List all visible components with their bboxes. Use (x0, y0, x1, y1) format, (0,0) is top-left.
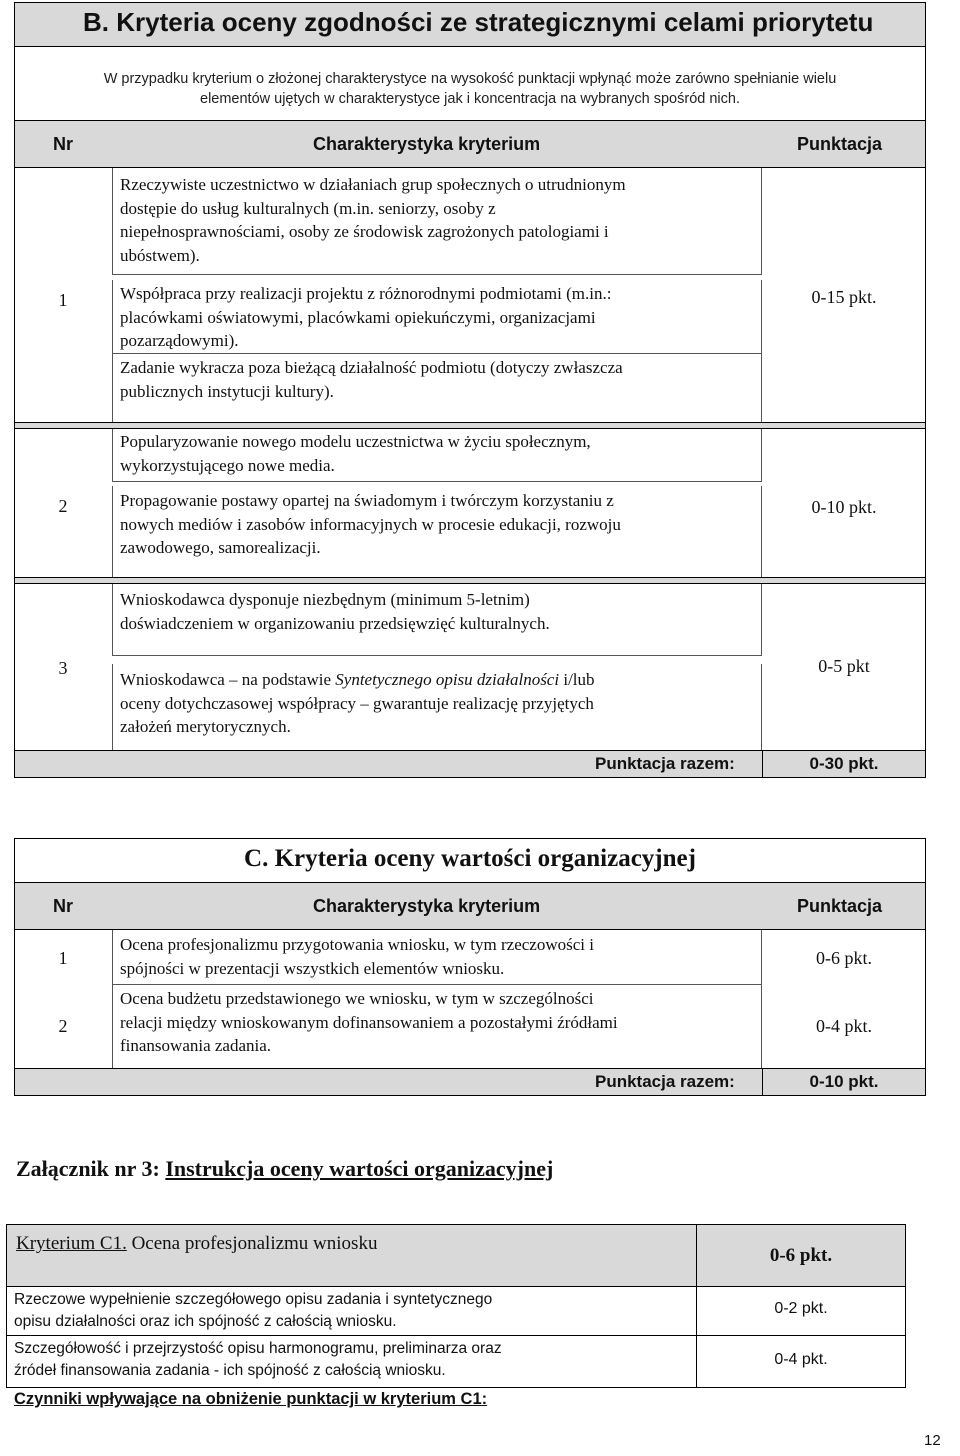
page-number: 12 (924, 1432, 941, 1449)
c1-header-box (6, 1224, 906, 1286)
row-1-nr: 1 (58, 290, 68, 310)
section-b-title: B. Kryteria oceny zgodności ze strategicznymi celami priorytetu (83, 7, 874, 37)
c-row-2-text: Ocena budżetu przedstawionego we wniosku, w tym w szczególności relacji między wnioskowanym dofinansowaniem a pozostałymi źródłami finansowania zadania. (120, 989, 618, 1055)
row-2-item-2-box (112, 486, 762, 577)
row-3-item-1: Wnioskodawca dysponuje niezbędnym (minimum 5-letnim) doświadczeniem w organizowaniu przedsięwzięć kulturalnych. (120, 590, 550, 633)
c1-title: Ocena profesjonalizmu wniosku (126, 1233, 378, 1254)
row-1-item-2: Współpraca przy realizacji projektu z różnorodnymi podmiotami (m.in.: placówkami oświatowymi, placówkami opiekuńczymi, organizacjami pozarządowymi). (120, 284, 612, 350)
section-b-note-box (14, 46, 926, 120)
section-b-header (14, 120, 926, 168)
row-1-item-3: Zadanie wykracza poza bieżącą działalność podmiotu (dotyczy zwłaszcza publicznych instytucji kultury). (120, 358, 623, 401)
c-row-2-nr: 2 (58, 1016, 68, 1036)
c-row-2-box (112, 985, 762, 1068)
row-1-item-1-box (112, 168, 762, 275)
group-separator (14, 422, 926, 429)
row-3-item-2-before: Wnioskodawca – na podstawie (120, 670, 336, 689)
row-3-item-1-box (112, 584, 762, 656)
header-characteristic: Charakterystyka kryterium (313, 896, 541, 916)
row-1-score: 0-15 pkt. (811, 287, 877, 307)
section-c-title: C. Kryteria oceny wartości organizacyjnej (244, 845, 696, 872)
attachment-heading (16, 1156, 553, 1182)
attachment-label: Załącznik nr 3: (16, 1156, 160, 1181)
header-score: Punktacja (797, 134, 883, 154)
section-b-total-row (14, 750, 926, 778)
row-3-score: 0-5 pkt (818, 656, 870, 676)
row-3-item-2 (120, 668, 760, 739)
row-3-item-2-box (112, 664, 762, 750)
c1-score: 0-6 pkt. (769, 1245, 833, 1266)
c1-row-2-text: Szczegółowość i przejrzystość opisu harmonogramu, preliminarza oraz źródeł finansowania zadania - ich spójność z całością wniosku. (14, 1340, 502, 1379)
c1-row-1-text: Rzeczowe wypełnienie szczegółowego opisu zadania i syntetycznego opisu działalności oraz ich spójność z całością wniosku. (14, 1291, 493, 1330)
c-row-2-score: 0-4 pkt. (816, 1016, 872, 1036)
row-1-item-2-box (112, 280, 762, 354)
group-separator (14, 577, 926, 584)
section-b-note: W przypadku kryterium o złożonej charakterystyce na wysokość punktacji wpłynąć może zarówno spełnianie wielu elementów ujętych w charakterystyce jak i koncentracja na wybranych spośród nich. (103, 71, 837, 107)
section-c-title-box (14, 838, 926, 882)
c1-row-1-box (6, 1286, 906, 1336)
c1-row-2-box (6, 1336, 906, 1388)
row-2-item-2: Propagowanie postawy opartej na świadomym i twórczym korzystaniu z nowych mediów i zasobów informacyjnych w procesie edukacji, rozwoju zawodowego, samorealizacji. (120, 491, 621, 557)
c-row-1-nr: 1 (58, 948, 68, 968)
c1-heading (16, 1233, 377, 1255)
row-1-item-1: Rzeczywiste uczestnictwo w działaniach grup społecznych o utrudnionym dostępie do usług kulturalnych (m.in. seniorzy, osoby z niepełnosprawnościami, osoby ze środowisk zagrożonych patologiami i ubóstwem). (120, 175, 626, 265)
section-c-total-row (14, 1068, 926, 1096)
c-row-1-box (112, 930, 762, 985)
c-row-1-score: 0-6 pkt. (816, 948, 872, 968)
c-row-1-text: Ocena profesjonalizmu przygotowania wniosku, w tym rzeczowości i spójności w prezentacji wszystkich elementów wniosku. (120, 935, 594, 978)
row-2-nr: 2 (58, 496, 68, 516)
header-score: Punktacja (797, 896, 883, 916)
c1-label: Kryterium C1. (16, 1233, 127, 1254)
row-2-score: 0-10 pkt. (811, 497, 877, 517)
row-2-item-1: Popularyzowanie nowego modelu uczestnictwa w życiu społecznym, wykorzystującego nowe media. (120, 432, 591, 475)
c1-row-1-score: 0-2 pkt. (774, 1300, 828, 1317)
row-3-item-2-italic: Syntetycznego opisu działalności (335, 670, 560, 689)
row-3-item-2-after: i/lub oceny dotychczasowej współpracy – gwarantuje realizację przyjętych założeń merytorycznych. (120, 670, 595, 736)
attachment-title: Instrukcja oceny wartości organizacyjnej (165, 1156, 554, 1181)
section-c-header (14, 882, 926, 930)
row-3-nr: 3 (58, 658, 68, 678)
row-1-item-3-box (112, 354, 762, 422)
c1-row-2-score: 0-4 pkt. (774, 1351, 828, 1368)
row-2-item-1-box (112, 429, 762, 482)
section-b-total-value: 0-30 pkt. (809, 754, 879, 773)
header-characteristic: Charakterystyka kryterium (313, 134, 541, 154)
section-c-total-label: Punktacja razem: (595, 1072, 735, 1091)
header-nr: Nr (53, 134, 74, 154)
section-b-title-box (14, 2, 926, 46)
c1-factors-label: Czynniki wpływające na obniżenie punktacji w kryterium C1: (14, 1390, 488, 1408)
header-nr: Nr (53, 896, 74, 916)
section-b-total-label: Punktacja razem: (595, 754, 735, 773)
section-c-total-value: 0-10 pkt. (809, 1072, 879, 1091)
